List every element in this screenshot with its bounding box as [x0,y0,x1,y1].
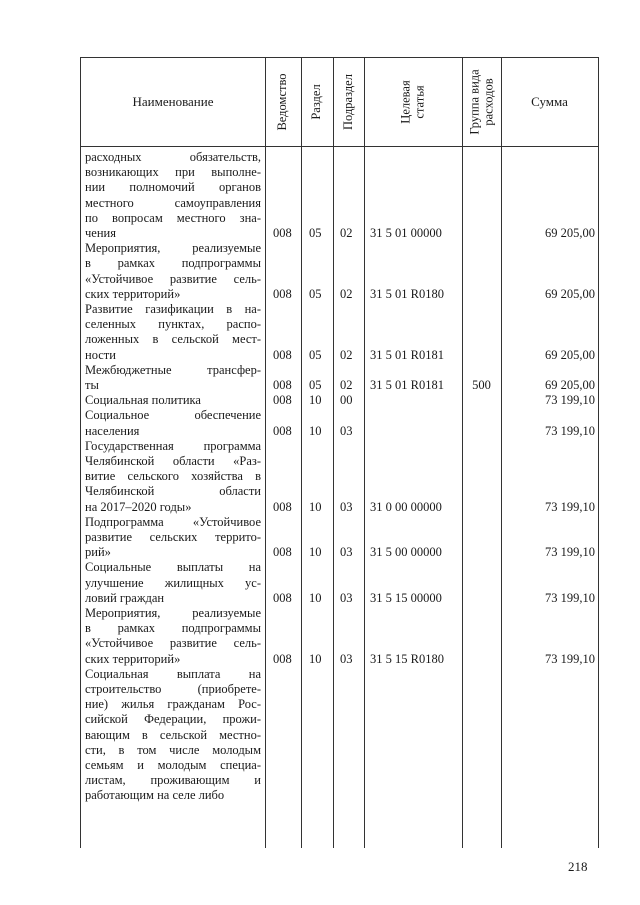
page-number: 218 [568,859,588,874]
row-name-line: Челябинской области [85,484,261,499]
cell-summa: 73 199,10 [545,499,595,514]
cell-podrazdel: 03 [340,545,353,560]
cell-summa: 69 205,00 [545,286,595,301]
row-name-line: Социальная политика [85,393,201,408]
cell-razdel: 10 [309,590,322,605]
cell-podrazdel: 02 [340,347,353,362]
header-podrazdel: Подраздел [340,74,355,130]
cell-celevaya: 31 5 01 R0181 [370,378,444,392]
cell-celevaya: 31 5 00 00000 [370,545,442,560]
row-name-line: чения [85,226,116,240]
header-gruppa-cell [462,58,501,146]
row-name-line: улучшение жилищных ус- [85,575,261,590]
cell-vedomstvo: 008 [273,286,292,301]
column-divider [333,58,334,848]
cell-vedomstvo: 008 [273,393,292,408]
header-summa-cell [501,58,598,146]
header-razdel: Раздел [309,84,324,120]
header-name: Наименование [132,94,214,109]
row-name-line: расходных обязательств, [85,150,261,164]
cell-summa: 73 199,10 [545,423,595,438]
header-gruppa [468,69,496,134]
cell-celevaya: 31 5 01 R0181 [370,347,444,362]
row-name-line: ние) жилья гражданам Рос- [85,697,261,712]
cell-vedomstvo: 008 [273,651,292,666]
row-name-line: на 2017–2020 годы» [85,499,192,514]
column-divider [501,58,502,848]
cell-summa: 73 199,10 [545,651,595,666]
row-name-line: «Устойчивое развитие сель- [85,636,261,651]
row-name-line: возникающих при выполне- [85,165,261,180]
cell-podrazdel: 02 [340,378,353,392]
row-name-line: ты [85,378,99,392]
row-name-line: Социальное обеспечение [85,408,261,423]
cell-razdel: 05 [309,347,322,362]
cell-razdel: 10 [309,545,322,560]
cell-podrazdel: 03 [340,651,353,666]
row-name-line: в рамках подпрограммы [85,621,261,636]
cell-podrazdel: 02 [340,286,353,301]
cell-razdel: 10 [309,423,322,438]
cell-vedomstvo: 008 [273,378,292,392]
cell-podrazdel: 03 [340,499,353,514]
row-name-line: ских территорий» [85,651,181,666]
cell-celevaya: 31 5 15 R0180 [370,651,444,666]
row-name-line: по вопросам местного зна- [85,210,261,225]
row-name-line: Социальные выплаты на [85,560,261,575]
header-vedomstvo: Ведомство [275,73,290,131]
cell-summa: 69 205,00 [545,347,595,362]
column-divider [364,58,365,848]
row-name-line: Подпрограмма «Устойчивое [85,514,261,529]
row-name-line: сти, в том числе молодым [85,742,261,757]
row-name-line: Мероприятия, реализуемые [85,241,261,256]
cell-vedomstvo: 008 [273,347,292,362]
cell-podrazdel: 03 [340,590,353,605]
header-celevaya-cell [364,58,462,146]
cell-vedomstvo: 008 [273,423,292,438]
header-razdel-cell [301,58,333,146]
column-divider [265,58,266,848]
header-summa: Сумма [531,94,568,109]
cell-celevaya: 31 5 15 00000 [370,590,442,605]
row-name-line: селенных пунктах, распо- [85,317,261,332]
row-name-line: Развитие газификации в на- [85,302,261,316]
header-podrazdel-cell [333,58,364,146]
cell-razdel: 05 [309,226,322,240]
row-name-line: ности [85,347,116,362]
header-name-cell [81,58,265,146]
row-name-line: развитие сельских террито- [85,530,261,544]
cell-summa: 69 205,00 [545,378,595,392]
header-celevaya-line2: статья [412,85,426,119]
cell-summa: 69 205,00 [545,226,595,240]
row-name-line: местного самоуправления [85,195,261,210]
row-name-line: Социальная выплата на [85,666,261,681]
cell-razdel: 10 [309,499,322,514]
cell-razdel: 05 [309,286,322,301]
row-name-line: листам, проживающим и [85,773,261,788]
row-name-line: Государственная программа [85,438,261,453]
row-name-line: «Устойчивое развитие сель- [85,271,261,286]
row-name-line: строительство (приобрете- [85,682,261,696]
row-name-line: рий» [85,545,111,560]
cell-summa: 73 199,10 [545,590,595,605]
header-celevaya-line1: Целевая [398,80,413,124]
row-name-line: Межбюджетные трансфер- [85,362,261,377]
cell-celevaya: 31 5 01 R0180 [370,286,444,301]
column-divider [462,58,463,848]
row-name-line: Мероприятия, реализуемые [85,606,261,620]
row-name-line: ловий граждан [85,590,165,605]
cell-podrazdel: 00 [340,393,353,408]
row-name-line: нии полномочий органов [85,180,261,195]
row-name-line: Челябинской области «Раз- [85,454,261,468]
cell-podrazdel: 03 [340,423,353,438]
cell-summa: 73 199,10 [545,545,595,560]
row-name-line: ских территорий» [85,286,181,301]
row-name-line: витие сельского хозяйства в [85,469,261,484]
header-gruppa-line1: Группа вида [466,69,481,135]
cell-vedomstvo: 008 [273,499,292,514]
cell-vedomstvo: 008 [273,545,292,560]
cell-razdel: 10 [309,393,322,408]
column-divider [301,58,302,848]
row-name-line: сийской Федерации, прожи- [85,712,261,727]
row-name-line: ложенных в сельской мест- [85,332,261,347]
row-name-line: в рамках подпрограммы [85,256,261,271]
cell-celevaya: 31 0 00 00000 [370,499,442,514]
cell-podrazdel: 02 [340,226,353,240]
cell-gruppa: 500 [472,378,491,392]
cell-vedomstvo: 008 [273,590,292,605]
header-celevaya [399,80,427,123]
cell-razdel: 10 [309,651,322,666]
cell-celevaya: 31 5 01 00000 [370,226,442,240]
header-vedomstvo-cell [265,58,301,146]
row-name-line: вающим в сельской местно- [85,727,261,742]
cell-razdel: 05 [309,378,322,392]
row-name-line: семьям и молодым специа- [85,758,261,772]
header-divider [81,146,598,147]
budget-table [80,57,599,848]
row-name-line: работающим на селе либо [85,788,225,803]
cell-vedomstvo: 008 [273,226,292,240]
header-gruppa-line2: расходов [480,78,495,126]
row-name-line: населения [85,423,140,438]
cell-summa: 73 199,10 [545,393,595,408]
